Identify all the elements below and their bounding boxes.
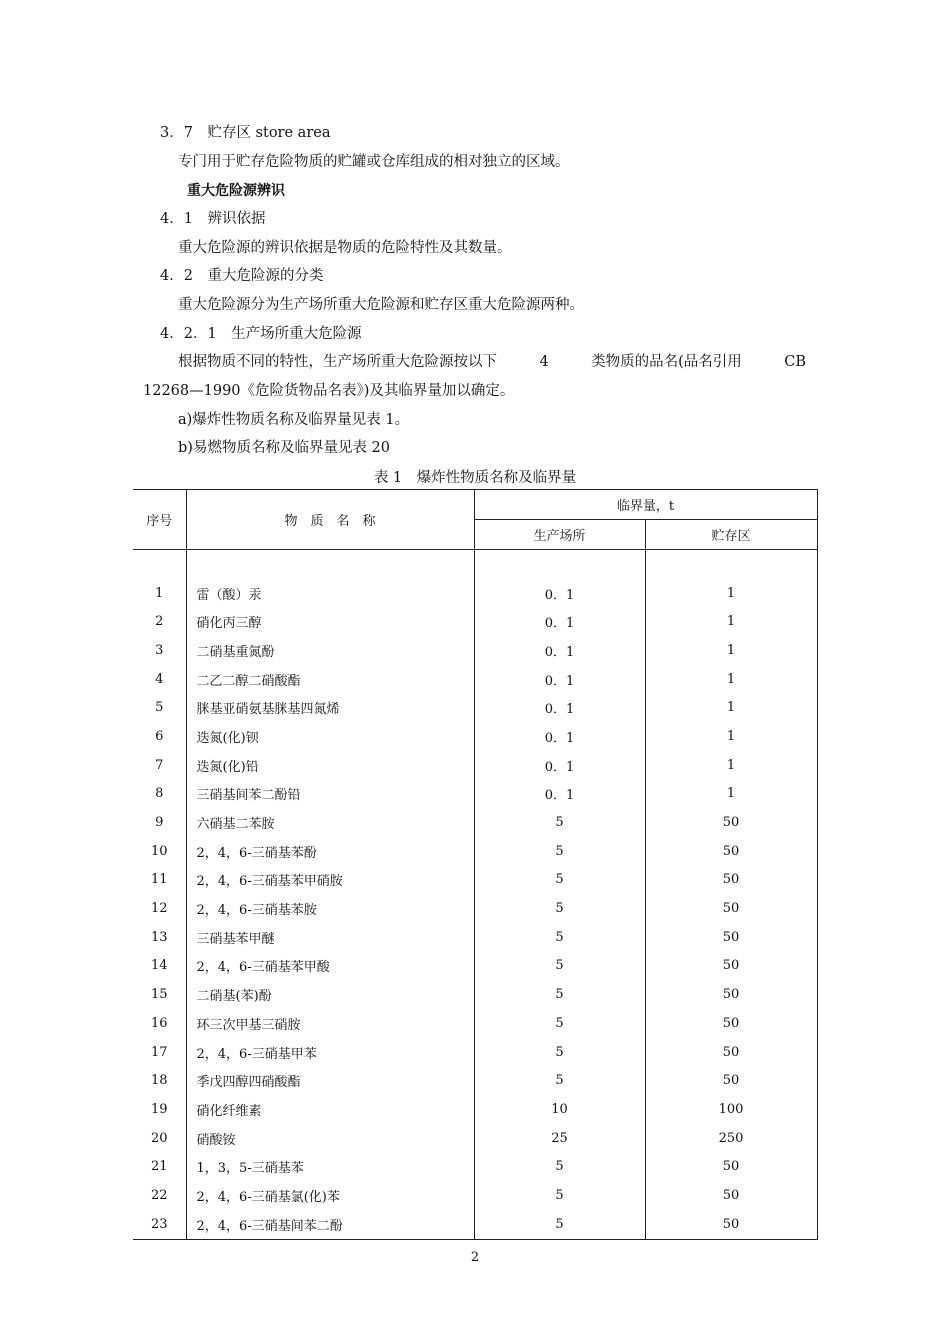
row-number: 20 [150, 1130, 168, 1146]
production-threshold: 5 [474, 1038, 645, 1067]
storage-threshold: 1 [645, 665, 817, 694]
spacer-cell [474, 550, 645, 579]
row-number: 14 [150, 958, 168, 974]
table-row [133, 980, 817, 1009]
production-threshold: 0．1 [474, 751, 645, 780]
header-no: 序号 [133, 490, 186, 550]
row-number: 3 [155, 642, 164, 658]
storage-threshold: 50 [645, 1009, 817, 1038]
section-4-2-1-text-line1 [178, 352, 806, 372]
storage-threshold: 100 [645, 1095, 817, 1124]
row-number: 13 [150, 929, 168, 945]
table-row [133, 866, 817, 895]
table-body [133, 550, 817, 1240]
storage-threshold: 1 [645, 693, 817, 722]
storage-threshold: 50 [645, 866, 817, 895]
storage-threshold: 1 [645, 579, 817, 608]
table-row [133, 1009, 817, 1038]
row-number: 11 [150, 872, 168, 888]
row-number: 23 [133, 1210, 186, 1239]
production-threshold: 0．1 [474, 780, 645, 809]
production-threshold: 5 [474, 894, 645, 923]
substance-name: 2，4，6-三硝基苯甲硝胺 [186, 866, 474, 895]
production-threshold: 5 [474, 1066, 645, 1095]
production-threshold: 5 [474, 952, 645, 981]
production-threshold: 5 [474, 866, 645, 895]
table-row [133, 751, 817, 780]
substance-name: 季戊四醇四硝酸酯 [186, 1066, 474, 1095]
substance-name: 三硝基间苯二酚铅 [186, 780, 474, 809]
row-number: 2 [155, 614, 164, 630]
table-row [133, 894, 817, 923]
substance-name: 2，4，6-三硝基苯甲酸 [186, 952, 474, 981]
section-4-2-1-text-line2: 12268—1990《危险货物品名表》)及其临界量加以确定。 [143, 383, 515, 399]
substance-name: 2，4，6-三硝基氯(化)苯 [186, 1181, 474, 1210]
production-threshold: 0．1 [474, 722, 645, 751]
storage-threshold: 1 [645, 780, 817, 809]
row-number: 10 [150, 843, 168, 859]
item-b: b)易燃物质名称及临界量见表 20 [178, 440, 390, 456]
storage-threshold: 1 [645, 607, 817, 636]
storage-threshold: 50 [645, 1038, 817, 1067]
section-4-2-1-heading: 4．2．1 生产场所重大危险源 [160, 326, 362, 342]
substance-name: 2，4，6-三硝基甲苯 [186, 1038, 474, 1067]
row-number: 15 [150, 987, 168, 1003]
text-fragment: 4 [539, 354, 549, 370]
substance-name: 迭氮(化)铅 [186, 751, 474, 780]
threshold-table [133, 489, 818, 1240]
production-threshold: 0．1 [474, 607, 645, 636]
table-row [133, 1181, 817, 1210]
table-row [133, 693, 817, 722]
row-number: 1 [155, 585, 164, 601]
substance-name: 2，4，6-三硝基间苯二酚 [186, 1210, 474, 1239]
production-threshold: 25 [474, 1124, 645, 1153]
substance-name: 脒基亚硝氨基脒基四氮烯 [186, 693, 474, 722]
header-name: 物 质 名 称 [186, 490, 474, 550]
production-threshold: 5 [474, 980, 645, 1009]
row-number: 5 [155, 700, 164, 716]
storage-threshold: 50 [645, 1181, 817, 1210]
item-a: a)爆炸性物质名称及临界量见表 1。 [178, 412, 410, 428]
substance-name: 二硝基(苯)酚 [186, 980, 474, 1009]
substance-name: 硝酸铵 [186, 1124, 474, 1153]
storage-threshold: 50 [645, 1210, 817, 1239]
row-number: 9 [155, 815, 164, 831]
spacer-cell [645, 550, 817, 579]
production-threshold: 0．1 [474, 693, 645, 722]
production-threshold: 5 [474, 1009, 645, 1038]
substance-name: 二硝基重氮酚 [186, 636, 474, 665]
table-row [133, 1038, 817, 1067]
production-threshold: 5 [474, 923, 645, 952]
row-number: 7 [155, 757, 164, 773]
row-number: 8 [155, 786, 164, 802]
substance-name: 1，3，5-三硝基苯 [186, 1152, 474, 1181]
table-row [133, 1124, 817, 1153]
substance-name: 雷（酸）汞 [186, 579, 474, 608]
section-3-7-heading: 3．7 贮存区 store area [160, 125, 331, 141]
table-row [133, 607, 817, 636]
text-fragment: CB [784, 354, 806, 370]
production-threshold: 0．1 [474, 636, 645, 665]
section-4-title: 重大危险源辨识 [187, 183, 285, 199]
storage-threshold: 250 [645, 1124, 817, 1153]
storage-threshold: 50 [645, 923, 817, 952]
row-number: 16 [150, 1015, 168, 1031]
storage-threshold: 50 [645, 837, 817, 866]
substance-name: 迭氮(化)钡 [186, 722, 474, 751]
substance-name: 环三次甲基三硝胺 [186, 1009, 474, 1038]
row-number: 18 [150, 1073, 168, 1089]
section-4-1-heading: 4．1 辨识依据 [160, 211, 266, 227]
table-row [133, 665, 817, 694]
header-production: 生产场所 [474, 520, 645, 550]
spacer-row [133, 550, 817, 579]
table-row [133, 636, 817, 665]
production-threshold: 0．1 [474, 579, 645, 608]
row-number: 19 [150, 1101, 168, 1117]
row-number: 4 [155, 671, 164, 687]
substance-name: 硝化纤维素 [186, 1095, 474, 1124]
table-row [133, 722, 817, 751]
row-number: 17 [150, 1044, 168, 1060]
table-row [133, 1210, 817, 1239]
row-number: 12 [150, 901, 168, 917]
substance-name: 硝化丙三醇 [186, 607, 474, 636]
table-row [133, 780, 817, 809]
production-threshold: 0．1 [474, 665, 645, 694]
substance-name: 2，4，6-三硝基苯酚 [186, 837, 474, 866]
section-4-1-text: 重大危险源的辨识依据是物质的危险特性及其数量。 [178, 240, 512, 256]
storage-threshold: 1 [645, 751, 817, 780]
table-caption: 表 1 爆炸性物质名称及临界量 [373, 470, 577, 486]
table-row [133, 1152, 817, 1181]
row-number: 22 [150, 1187, 168, 1203]
header-storage: 贮存区 [645, 520, 817, 550]
table-row [133, 837, 817, 866]
storage-threshold: 1 [645, 636, 817, 665]
table-row [133, 923, 817, 952]
section-3-7-text: 专门用于贮存危险物质的贮罐或仓库组成的相对独立的区域。 [178, 154, 570, 170]
production-threshold: 5 [474, 1152, 645, 1181]
spacer-cell [133, 550, 186, 579]
production-threshold: 5 [474, 837, 645, 866]
substance-name: 二乙二醇二硝酸酯 [186, 665, 474, 694]
table-row [133, 1095, 817, 1124]
page-number: 2 [470, 1250, 480, 1265]
substance-name: 2，4，6-三硝基苯胺 [186, 894, 474, 923]
storage-threshold: 50 [645, 952, 817, 981]
production-threshold: 10 [474, 1095, 645, 1124]
production-threshold: 5 [474, 1181, 645, 1210]
row-number: 6 [155, 728, 164, 744]
storage-threshold: 50 [645, 1152, 817, 1181]
substance-name: 六硝基二苯胺 [186, 808, 474, 837]
table-row [133, 808, 817, 837]
substance-name: 三硝基苯甲醚 [186, 923, 474, 952]
spacer-cell [186, 550, 474, 579]
storage-threshold: 50 [645, 808, 817, 837]
storage-threshold: 1 [645, 722, 817, 751]
storage-threshold: 50 [645, 980, 817, 1009]
table-row [133, 579, 817, 608]
production-threshold: 5 [474, 1210, 645, 1239]
production-threshold: 5 [474, 808, 645, 837]
section-4-2-heading: 4．2 重大危险源的分类 [160, 268, 324, 284]
table-row [133, 952, 817, 981]
text-fragment: 类物质的品名(品名引用 [591, 354, 742, 370]
text-fragment: 根据物质不同的特性，生产场所重大危险源按以下 [178, 354, 497, 370]
table-row [133, 1066, 817, 1095]
row-number: 21 [150, 1159, 168, 1175]
storage-threshold: 50 [645, 894, 817, 923]
header-threshold: 临界量，t [474, 490, 817, 520]
storage-threshold: 50 [645, 1066, 817, 1095]
section-4-2-text: 重大危险源分为生产场所重大危险源和贮存区重大危险源两种。 [178, 297, 584, 313]
